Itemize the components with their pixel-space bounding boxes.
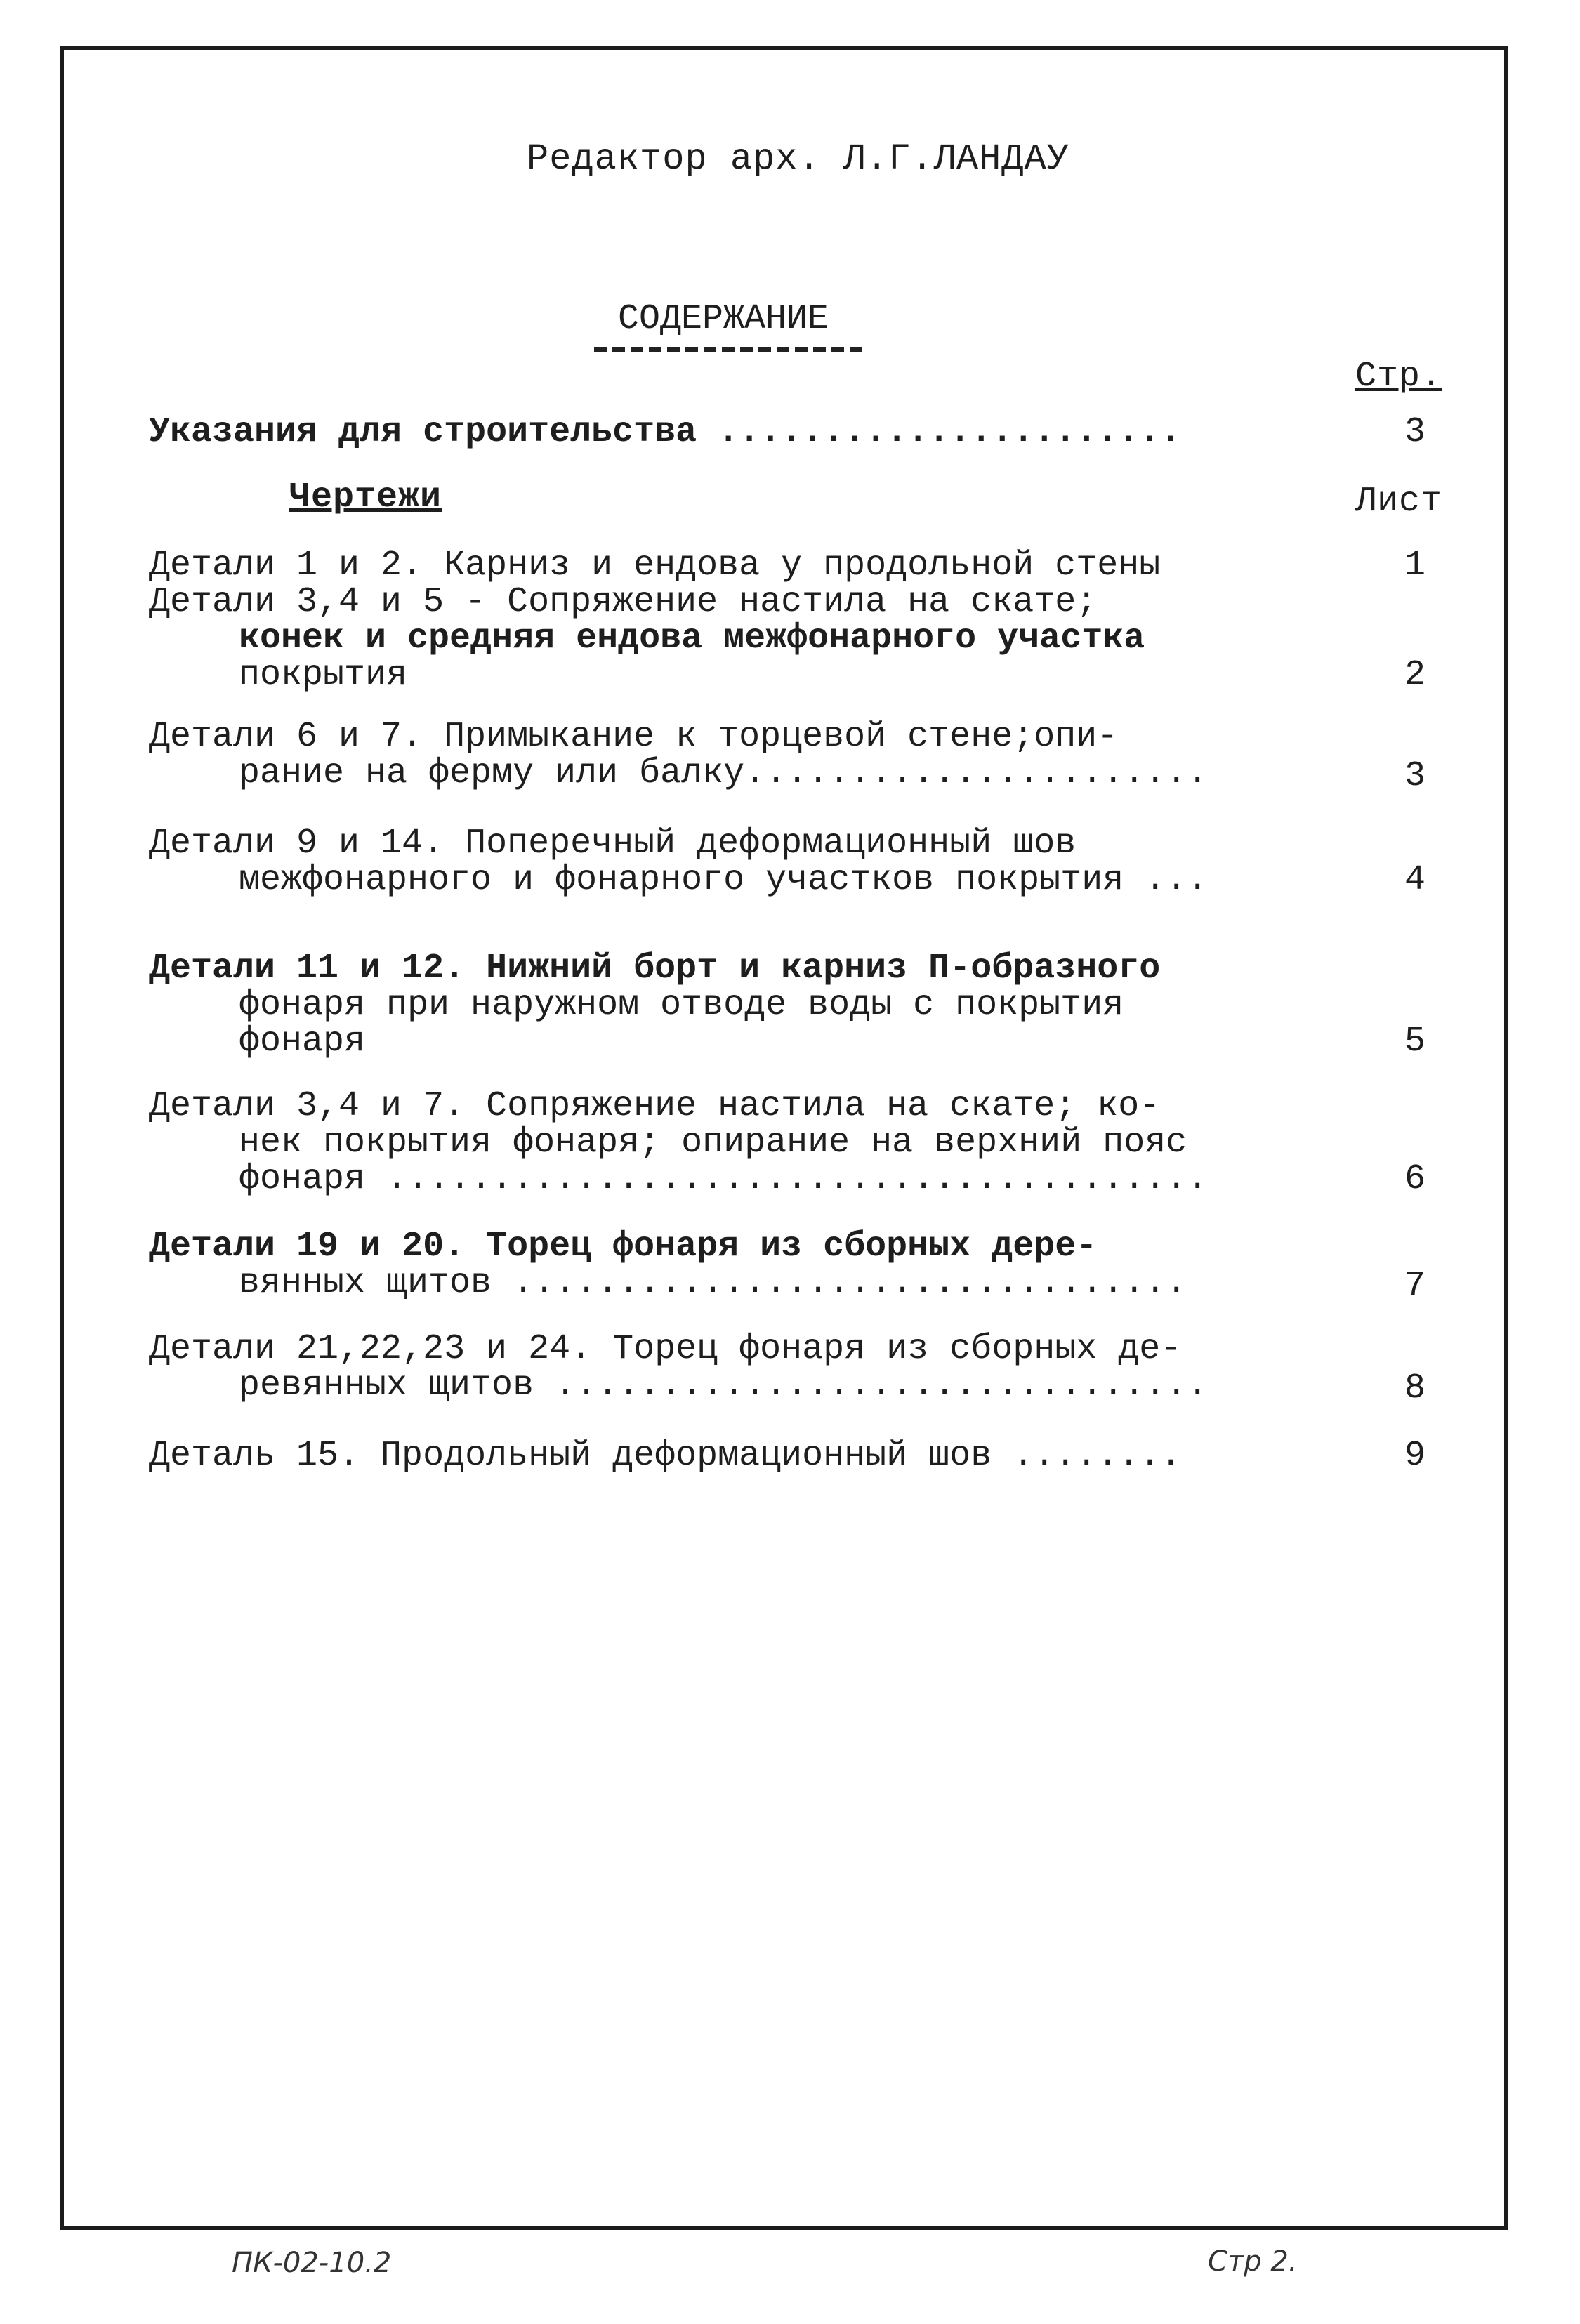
toc-entry-sheet: 6 <box>1404 1159 1426 1199</box>
toc-entry <box>149 719 1322 792</box>
toc-entry-line: межфонарного и фонарного участков покрытия ... <box>239 860 1209 900</box>
toc-entry-line: ревянных щитов ............................... <box>239 1366 1209 1406</box>
toc-entry-sheet: 2 <box>1404 655 1426 695</box>
toc-entry <box>149 1229 1322 1302</box>
toc-entry-line: фонаря при наружном отводе воды с покрытия <box>239 985 1124 1025</box>
toc-entry <box>149 826 1322 899</box>
toc-entry-line: Деталь 15. Продольный деформационный шов ........ <box>149 1436 1182 1476</box>
section-heading-drawings: Чертежи <box>289 477 442 517</box>
toc-entry-text: Указания для строительства ...................... <box>149 412 1182 452</box>
toc-entry-line: Детали 19 и 20. Торец фонаря из сборных дере- <box>149 1227 1098 1267</box>
toc-entry <box>149 1438 1322 1474</box>
toc-entry-line: нек покрытия фонаря; опирание на верхний пояс <box>239 1123 1187 1163</box>
toc-entry-line: покрытия <box>239 655 408 695</box>
toc-entry-line: вянных щитов ................................ <box>239 1263 1187 1303</box>
toc-entry-line: Детали 1 и 2. Карниз и ендова у продольной стены <box>149 546 1161 586</box>
title-underline <box>594 347 868 352</box>
sheet-column-header: Лист <box>1355 482 1443 522</box>
toc-entry-line: конек и средняя ендова межфонарного участка <box>239 619 1145 659</box>
toc-entry-sheet: 7 <box>1404 1266 1426 1306</box>
toc-entry-line: Детали 11 и 12. Нижний борт и карниз П-образного <box>149 949 1161 989</box>
toc-entry-sheet: 9 <box>1404 1436 1426 1476</box>
toc-entry-line: рание на ферму или балку...................... <box>239 753 1209 793</box>
toc-entry <box>149 951 1322 1060</box>
document-code: ПК-02-10.2 <box>232 2247 392 2279</box>
toc-entry <box>149 548 1322 694</box>
page-number: Стр 2. <box>1208 2245 1298 2278</box>
toc-entry-line: фонаря ....................................... <box>239 1159 1209 1199</box>
toc-entry-line: Детали 21,22,23 и 24. Торец фонаря из сборных де- <box>149 1329 1182 1369</box>
editor-line: Редактор арх. Л.Г.ЛАНДАУ <box>527 138 1069 180</box>
toc-entry-intro <box>149 414 1322 451</box>
toc-entry-line: фонаря <box>239 1022 366 1062</box>
toc-entry-sheet: 5 <box>1404 1022 1426 1062</box>
toc-entry-sheet: 4 <box>1404 860 1426 900</box>
toc-entry <box>149 1331 1322 1404</box>
page-column-header: Стр. <box>1355 357 1443 397</box>
toc-entry-page: 3 <box>1404 412 1426 452</box>
toc-entry <box>149 1088 1322 1198</box>
toc-entry-line: Детали 3,4 и 5 - Сопряжение настила на скате; <box>149 582 1098 622</box>
toc-entry-line: Детали 3,4 и 7. Сопряжение настила на скате; ко- <box>149 1086 1161 1126</box>
toc-entry-line: Детали 6 и 7. Примыкание к торцевой стене;опи- <box>149 717 1119 757</box>
toc-entry-sheet: 8 <box>1404 1368 1426 1408</box>
toc-entry-line: Детали 9 и 14. Поперечный деформационный шов <box>149 824 1077 864</box>
toc-entry-sheet: 3 <box>1404 756 1426 796</box>
toc-entry-sheet: 1 <box>1404 546 1426 586</box>
toc-title: СОДЕРЖАНИЕ <box>618 299 829 339</box>
